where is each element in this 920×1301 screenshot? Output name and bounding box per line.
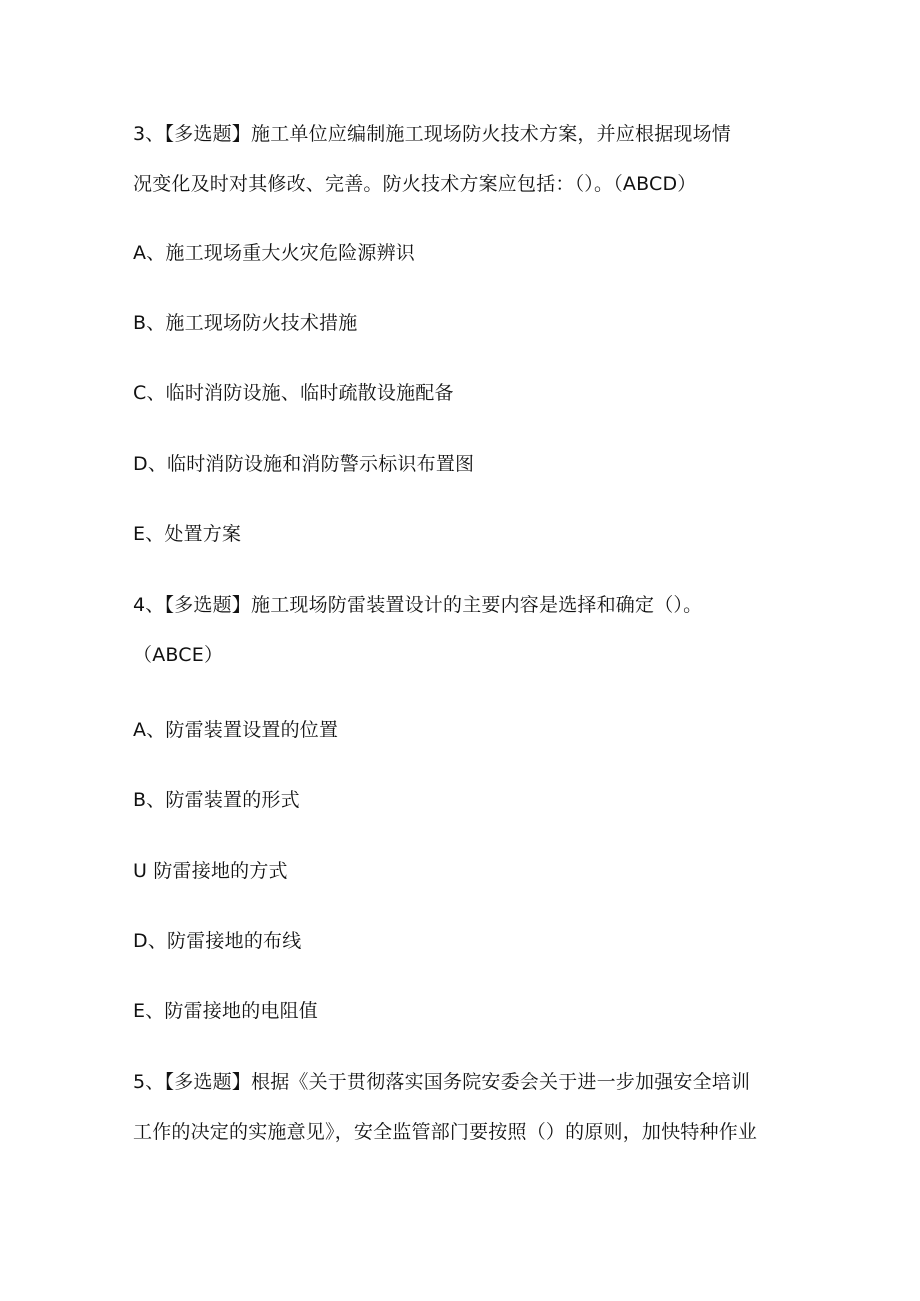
question-3-option-a: A、施工现场重大火灾危险源辨识 (133, 242, 415, 264)
question-3-option-d: D、临时消防设施和消防警示标识布置图 (133, 453, 475, 475)
question-4-option-a: A、防雷装置设置的位置 (133, 719, 339, 741)
question-3-text-line-2: 况变化及时对其修改、完善。防火技术方案应包括：（）。（ABCD） (133, 173, 697, 195)
question-5-text-line-1: 5、【多选题】根据《关于贯彻落实国务院安委会关于进一步加强安全培训 (133, 1071, 751, 1093)
question-4-option-b: B、防雷装置的形式 (133, 789, 300, 811)
question-4-option-d: D、防雷接地的布线 (133, 930, 302, 952)
question-3-option-e: E、处置方案 (133, 523, 242, 545)
question-4-option-e: E、防雷接地的电阻值 (133, 1000, 319, 1022)
question-4-text-line-1: 4、【多选题】施工现场防雷装置设计的主要内容是选择和确定（）。 (133, 594, 703, 616)
question-4-text-line-2: （ABCE） (133, 644, 224, 666)
question-3-text-line-1: 3、【多选题】施工单位应编制施工现场防火技术方案，并应根据现场情 (133, 123, 731, 145)
question-3-option-b: B、施工现场防火技术措施 (133, 312, 358, 334)
question-5-text-line-2: 工作的决定的实施意见》，安全监管部门要按照（）的原则，加快特种作业 (133, 1121, 758, 1143)
question-3-option-c: C、临时消防设施、临时疏散设施配备 (133, 382, 454, 404)
question-4-option-c: U 防雷接地的方式 (133, 860, 288, 882)
